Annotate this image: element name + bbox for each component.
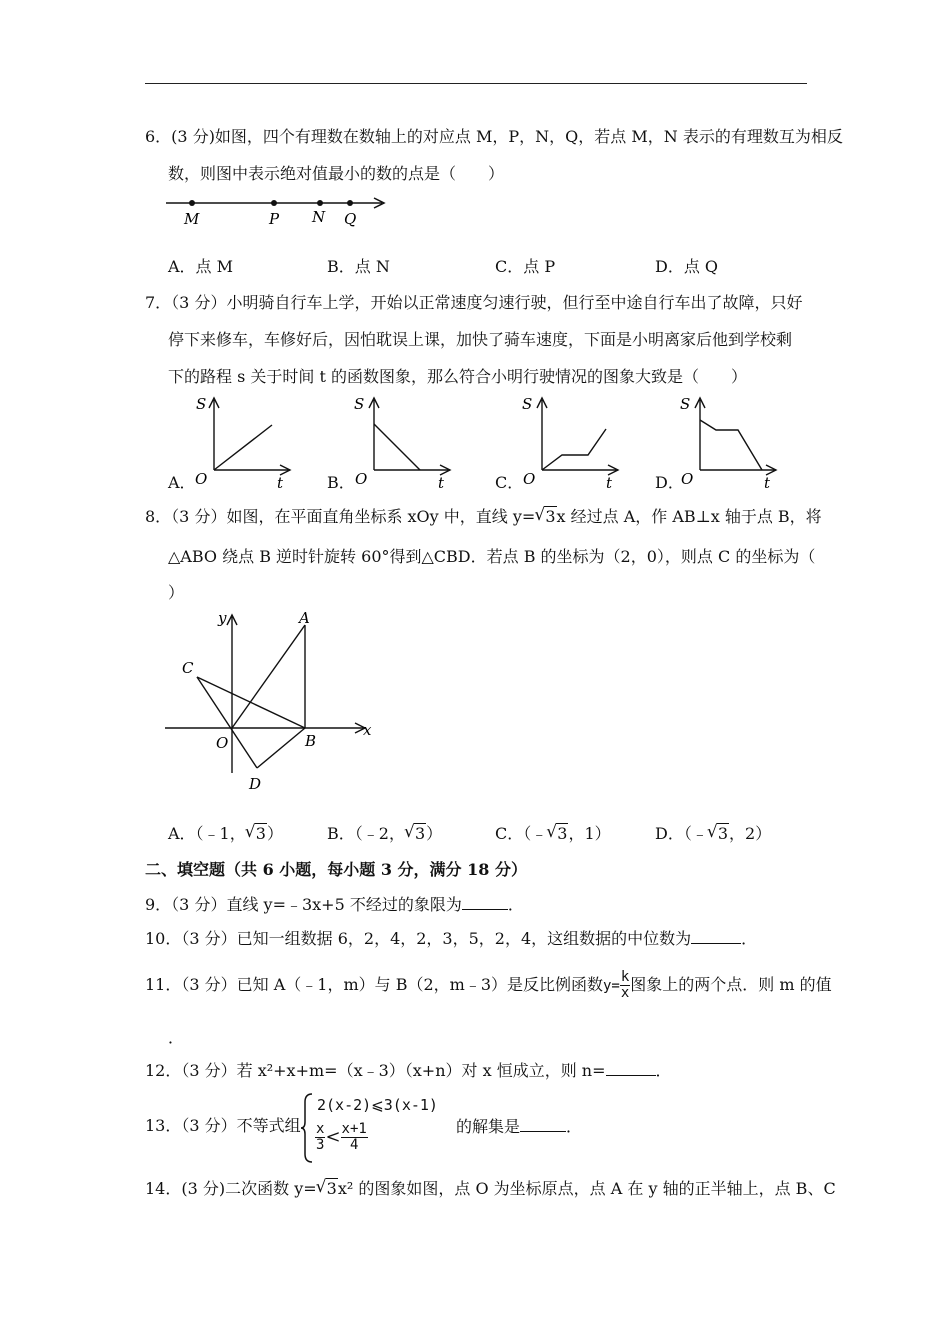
point-n	[317, 200, 323, 206]
q14-line1: 14．(3 分)二次函数 y=√ 3x² 的图象如图，点 O 为坐标原点，点 A 在 y 轴的正半轴上，点 B、C	[145, 1178, 836, 1200]
q7-option-b[interactable]: B．	[327, 473, 355, 492]
graph-a-t-label: t	[277, 474, 284, 492]
q6-option-a[interactable]: A．点 M	[168, 257, 234, 276]
graph-a-curve	[214, 425, 272, 470]
q13-answer-blank[interactable]	[520, 1115, 566, 1132]
q11-fraction: $\frac{k}{x}$	[620, 969, 630, 1001]
graph-c-t-label: t	[606, 474, 613, 492]
graph-d-curve	[700, 420, 762, 470]
q8-line1-end: x 经过点 A，作 AB⊥x 轴于点 B，将	[556, 507, 822, 526]
graph-d-o-label: O	[681, 470, 694, 488]
fig-label-c: C	[182, 659, 194, 677]
graph-d-t-label: t	[764, 474, 771, 492]
q6-option-d[interactable]: D．点 Q	[655, 257, 719, 276]
label-p: P	[269, 210, 280, 228]
q7-option-a[interactable]: A．	[168, 473, 196, 492]
q8-line1-start: 8．（3 分）如图，在平面直角坐标系 xOy 中，直线 y=	[145, 507, 536, 526]
graph-a-s-label: S	[196, 395, 207, 413]
q6-option-b[interactable]: B．点 N	[327, 257, 390, 276]
fig-label-b: B	[305, 732, 317, 750]
q7-line2: 停下来修车，车修好后，因怕耽误上课，加快了骑车速度，下面是小明离家后他到学校剩	[168, 330, 793, 349]
q8-line3: ）	[168, 583, 185, 602]
q7-graph-c	[518, 392, 628, 492]
graph-c-curve	[542, 429, 606, 470]
q10-answer-blank[interactable]	[691, 927, 741, 944]
q11-line2: ．	[168, 1028, 185, 1047]
q8-option-a[interactable]: A．（﹣1，√ 3）	[168, 823, 283, 845]
label-n: N	[312, 208, 326, 226]
fig-label-d: D	[249, 775, 262, 793]
q11: 11．（3 分）已知 A（﹣1，m）与 B（2，m﹣3）是反比例函数y= $\frac{k}{x}$ 图象上的两个点．则 m 的值	[145, 969, 832, 1001]
q8-option-c[interactable]: C．（﹣√ 3，1）	[495, 823, 611, 845]
q8-figure	[160, 605, 390, 800]
q9-answer-blank[interactable]	[462, 893, 508, 910]
q9: 9．（3 分）直线 y=﹣3x+5 不经过的象限为 ．	[145, 895, 524, 914]
q10: 10．（3 分）已知一组数据 6，2，4，2，3，5，2，4，这组数据的中位数为 ．	[145, 929, 758, 948]
q7-graph-b	[350, 392, 460, 492]
graph-b-s-label: S	[354, 395, 365, 413]
q6-option-c[interactable]: C．点 P	[495, 257, 556, 276]
label-m: M	[184, 210, 200, 228]
q13-brace	[300, 1092, 314, 1164]
q8-option-b[interactable]: B．（﹣2，√ 3）	[327, 823, 442, 845]
q8-line2: △ABO 绕点 B 逆时针旋转 60°得到△CBD．若点 B 的坐标为（2，0），则点 C 的坐标为（	[168, 547, 816, 566]
graph-d-s-label: S	[680, 395, 691, 413]
q6-line2: 数，则图中表示绝对值最小的数的点是（ ）	[168, 164, 505, 183]
fig-label-a: A	[299, 609, 310, 627]
label-q: Q	[344, 210, 357, 228]
q12-answer-blank[interactable]	[606, 1059, 656, 1076]
q7-option-c[interactable]: C．	[495, 473, 524, 492]
q6-number-line	[160, 190, 400, 230]
q7-line1: 7．（3 分）小明骑自行车上学，开始以正常速度匀速行驶，但行至中途自行车出了故障，只好	[145, 293, 803, 312]
q13-suffix: 的解集是 ．	[456, 1117, 583, 1136]
q13-inequality-1: 2(x-2)⩽3(x-1)	[317, 1096, 438, 1114]
header-rule	[145, 83, 807, 84]
point-q	[347, 200, 353, 206]
fig-label-x: x	[363, 721, 372, 739]
graph-b-t-label: t	[438, 474, 445, 492]
graph-b-curve	[374, 424, 420, 470]
q12: 12．（3 分）若 x²+x+m=（x﹣3）（x+n）对 x 恒成立，则 n= ．	[145, 1061, 672, 1080]
point-m	[189, 200, 195, 206]
q7-option-d[interactable]: D．	[655, 473, 684, 492]
q8-sqrt: √ 3	[535, 506, 556, 528]
graph-c-o-label: O	[523, 470, 536, 488]
section-2-heading: 二、填空题（共 6 小题，每小题 3 分，满分 18 分）	[145, 860, 527, 879]
q13-prefix: 13．（3 分）不等式组	[145, 1116, 301, 1135]
fig-label-y: y	[218, 609, 227, 627]
q8-line1	[145, 506, 822, 528]
fig-label-o: O	[216, 734, 229, 752]
q6-line1: 6．(3 分)如图，四个有理数在数轴上的对应点 M，P，N，Q，若点 M，N 表示的有理数互为相反	[145, 127, 843, 146]
q7-graph-d	[676, 392, 786, 492]
point-p	[271, 200, 277, 206]
q8-option-d[interactable]: D．（﹣√ 3，2）	[655, 823, 771, 845]
q7-graph-a	[190, 392, 300, 492]
graph-c-s-label: S	[522, 395, 533, 413]
q7-line3: 下的路程 s 关于时间 t 的函数图象，那么符合小明行驶情况的图象大致是（ ）	[168, 367, 747, 386]
graph-a-o-label: O	[195, 470, 208, 488]
graph-b-o-label: O	[355, 470, 368, 488]
q13-inequality-2: $\frac{x}{3}$ < $\frac{x+1}{4}$	[316, 1121, 367, 1153]
